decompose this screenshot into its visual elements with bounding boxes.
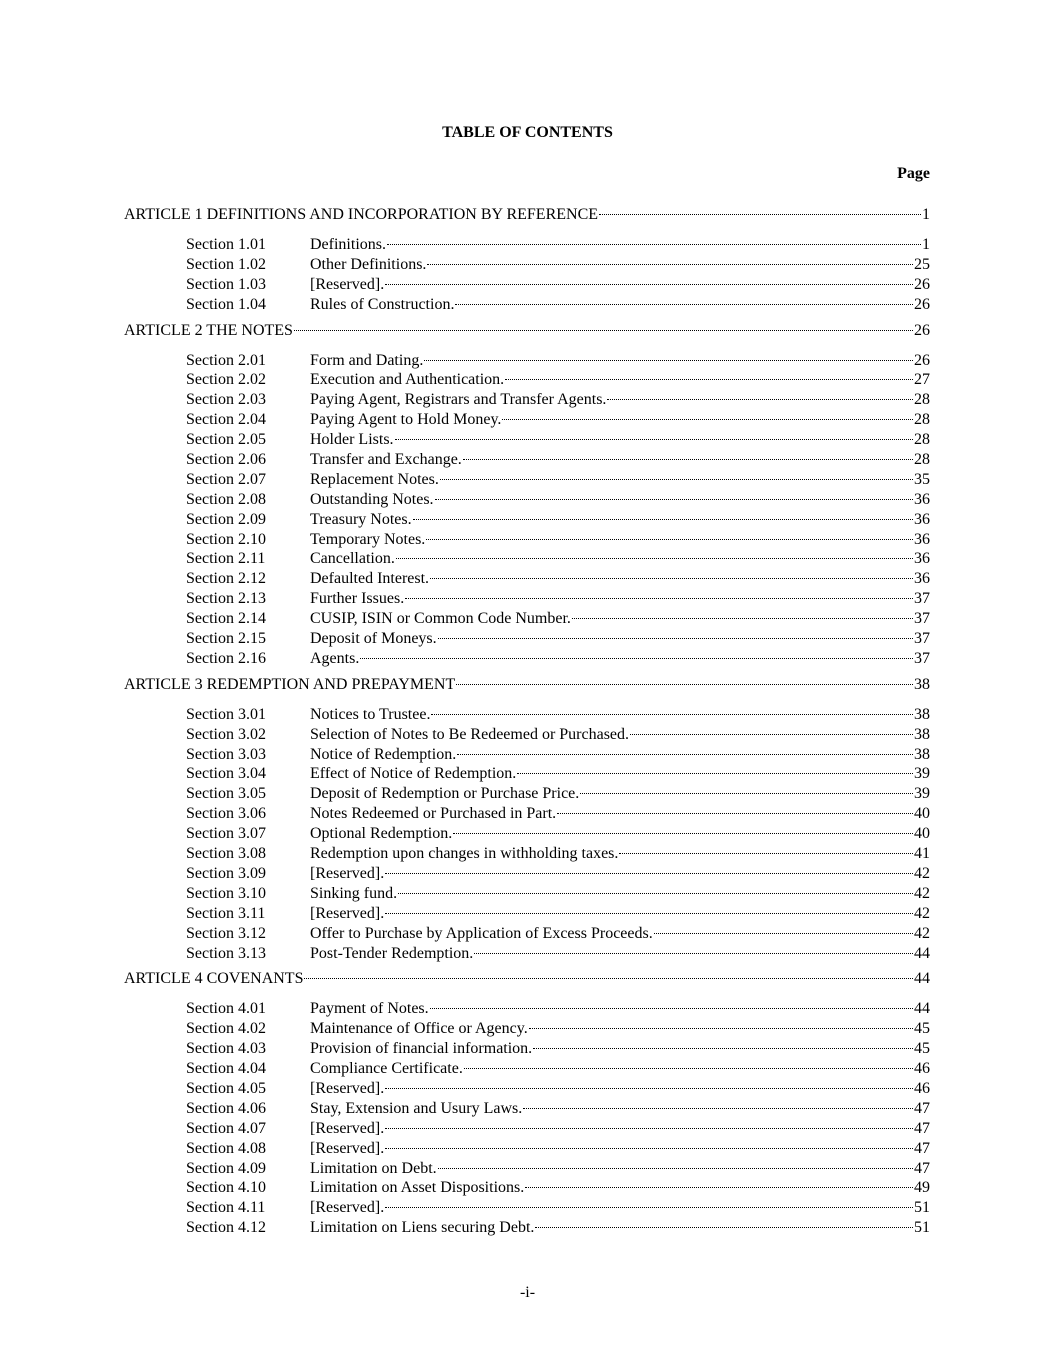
dot-leader	[517, 773, 913, 774]
section-page-number: 37	[914, 590, 930, 608]
dot-leader	[435, 499, 913, 500]
section-page-number: 28	[914, 431, 930, 449]
section-page-number: 28	[914, 391, 930, 409]
section-page-number: 39	[914, 765, 930, 783]
section-title: Holder Lists.	[310, 431, 394, 449]
dot-leader	[557, 813, 913, 814]
toc-section-entry[interactable]	[186, 864, 930, 884]
dot-leader	[505, 379, 913, 380]
dot-leader	[385, 284, 913, 285]
article-label: ARTICLE 3 REDEMPTION AND PREPAYMENT	[124, 675, 456, 693]
section-page-number: 35	[914, 470, 930, 488]
section-number: Section 4.08	[186, 1139, 266, 1157]
section-number: Section 2.15	[186, 630, 266, 648]
toc-section-entry[interactable]	[186, 804, 930, 824]
dot-leader	[438, 638, 913, 639]
section-title: Post-Tender Redemption.	[310, 944, 474, 962]
dot-leader	[535, 1227, 913, 1228]
dot-leader	[525, 1187, 913, 1188]
dot-leader	[453, 833, 913, 834]
section-title: Selection of Notes to Be Redeemed or Purchased.	[310, 725, 630, 743]
toc-section-entry[interactable]	[186, 470, 930, 490]
section-list	[186, 999, 930, 1238]
section-number: Section 2.06	[186, 451, 266, 469]
section-page-number: 47	[914, 1139, 930, 1157]
section-title: Definitions.	[310, 236, 386, 253]
toc-section-entry[interactable]	[186, 884, 930, 904]
section-number: Section 3.13	[186, 944, 266, 962]
toc-section-entry[interactable]	[186, 764, 930, 784]
section-page-number: 26	[914, 295, 930, 313]
section-page-number: 49	[914, 1179, 930, 1197]
section-number: Section 4.03	[186, 1040, 266, 1058]
section-number: Section 3.05	[186, 785, 266, 803]
toc-section-entry[interactable]	[186, 1119, 930, 1139]
toc-section-entry[interactable]	[186, 784, 930, 804]
dot-leader	[457, 754, 913, 755]
toc-section-entry[interactable]	[186, 649, 930, 669]
toc-section-entry[interactable]	[186, 490, 930, 510]
section-page-number: 40	[914, 805, 930, 823]
dot-leader	[385, 913, 913, 914]
section-page-number: 36	[914, 550, 930, 568]
section-number: Section 2.12	[186, 570, 266, 588]
toc-section-entry[interactable]	[186, 725, 930, 745]
toc-section-entry[interactable]	[186, 275, 930, 295]
section-number: Section 4.06	[186, 1099, 266, 1117]
dot-leader	[396, 558, 913, 559]
section-page-number: 41	[914, 845, 930, 863]
toc-section-entry[interactable]	[186, 705, 930, 725]
section-title: Paying Agent, Registrars and Transfer Agents.	[310, 391, 607, 409]
dot-leader	[502, 419, 913, 420]
section-page-number: 38	[914, 705, 930, 723]
section-number: Section 2.08	[186, 490, 266, 508]
section-number: Section 3.03	[186, 745, 266, 763]
dot-leader	[654, 933, 913, 934]
table-of-contents	[124, 205, 930, 1244]
section-page-number: 42	[914, 924, 930, 942]
section-page-number: 46	[914, 1079, 930, 1097]
section-number: Section 4.04	[186, 1060, 266, 1078]
section-page-number: 39	[914, 785, 930, 803]
toc-section-entry[interactable]	[186, 924, 930, 944]
section-title: Temporary Notes.	[310, 530, 426, 548]
section-page-number: 38	[914, 745, 930, 763]
section-number: Section 2.16	[186, 649, 266, 667]
toc-section-entry[interactable]	[186, 609, 930, 629]
section-number: Section 3.01	[186, 705, 266, 723]
toc-section-entry[interactable]	[186, 430, 930, 450]
toc-section-entry[interactable]	[186, 944, 930, 964]
dot-leader	[463, 459, 913, 460]
section-page-number: 37	[914, 630, 930, 648]
section-page-number: 45	[914, 1020, 930, 1038]
section-number: Section 1.01	[186, 236, 266, 253]
dot-leader	[474, 953, 913, 954]
section-title: [Reserved].	[310, 1139, 385, 1157]
section-page-number: 28	[914, 451, 930, 469]
dot-leader	[385, 1148, 913, 1149]
section-number: Section 3.08	[186, 845, 266, 863]
dot-leader	[387, 244, 921, 245]
section-list	[186, 351, 930, 669]
dot-leader	[619, 853, 913, 854]
section-title: Effect of Notice of Redemption.	[310, 765, 517, 783]
dot-leader	[426, 539, 913, 540]
dot-leader	[385, 1088, 913, 1089]
section-number: Section 1.02	[186, 255, 266, 273]
toc-section-entry[interactable]	[186, 1079, 930, 1099]
toc-section-entry[interactable]	[186, 824, 930, 844]
section-title: Execution and Authentication.	[310, 371, 505, 389]
article-label: ARTICLE 4 COVENANTS	[124, 970, 304, 988]
section-number: Section 4.10	[186, 1179, 266, 1197]
toc-section-entry[interactable]	[186, 1198, 930, 1218]
section-title: Defaulted Interest.	[310, 570, 430, 588]
section-number: Section 4.05	[186, 1079, 266, 1097]
section-page-number: 28	[914, 411, 930, 429]
section-title: Cancellation.	[310, 550, 395, 568]
section-number: Section 3.12	[186, 924, 266, 942]
dot-leader	[431, 714, 913, 715]
section-page-number: 46	[914, 1060, 930, 1078]
section-title: Deposit of Moneys.	[310, 630, 437, 648]
section-number: Section 3.07	[186, 825, 266, 843]
section-number: Section 2.09	[186, 510, 266, 528]
section-number: Section 3.06	[186, 805, 266, 823]
section-list	[186, 705, 930, 964]
dot-leader	[630, 734, 913, 735]
toc-section-entry[interactable]	[186, 351, 930, 371]
toc-article-entry[interactable]	[124, 969, 930, 989]
dot-leader	[360, 658, 913, 659]
section-title: Offer to Purchase by Application of Excess Proceeds.	[310, 924, 653, 942]
section-title: Redemption upon changes in withholding taxes.	[310, 845, 619, 863]
section-title: Sinking fund.	[310, 884, 398, 902]
section-title: Limitation on Asset Dispositions.	[310, 1179, 525, 1197]
section-title: Replacement Notes.	[310, 470, 439, 488]
section-number: Section 2.02	[186, 371, 266, 389]
toc-title: TABLE OF CONTENTS	[442, 124, 613, 141]
toc-section-entry[interactable]	[186, 1099, 930, 1119]
toc-section-entry[interactable]	[186, 904, 930, 924]
section-title: Provision of financial information.	[310, 1040, 533, 1058]
section-title: Compliance Certificate.	[310, 1060, 463, 1078]
section-number: Section 4.11	[186, 1199, 266, 1217]
section-page-number: 47	[914, 1099, 930, 1117]
toc-section-entry[interactable]	[186, 629, 930, 649]
section-title: Optional Redemption.	[310, 825, 453, 843]
page-column-label: Page	[897, 165, 930, 182]
toc-section-entry[interactable]	[186, 1019, 930, 1039]
dot-leader	[440, 479, 913, 480]
section-title: Transfer and Exchange.	[310, 451, 462, 469]
dot-leader	[607, 399, 913, 400]
section-page-number: 36	[914, 490, 930, 508]
section-title: [Reserved].	[310, 275, 385, 293]
dot-leader	[580, 793, 913, 794]
section-number: Section 1.04	[186, 295, 266, 313]
section-title: Rules of Construction.	[310, 295, 455, 313]
section-title: Outstanding Notes.	[310, 490, 434, 508]
section-title: [Reserved].	[310, 1119, 385, 1137]
toc-section-entry[interactable]	[186, 450, 930, 470]
dot-leader	[424, 360, 913, 361]
toc-article-entry[interactable]	[124, 205, 930, 225]
dot-leader	[438, 1168, 913, 1169]
section-number: Section 2.13	[186, 590, 266, 608]
toc-section-entry[interactable]	[186, 1178, 930, 1198]
section-page-number: 25	[914, 255, 930, 273]
toc-section-entry[interactable]	[186, 1039, 930, 1059]
toc-section-entry[interactable]	[186, 530, 930, 550]
section-number: Section 4.12	[186, 1219, 266, 1237]
dot-leader	[385, 873, 913, 874]
section-title: Deposit of Redemption or Purchase Price.	[310, 785, 580, 803]
toc-article-entry[interactable]	[124, 321, 930, 341]
section-page-number: 42	[914, 884, 930, 902]
dot-leader	[385, 1128, 913, 1129]
section-page-number: 47	[914, 1159, 930, 1177]
dot-leader	[427, 264, 913, 265]
dot-leader	[599, 214, 921, 215]
section-page-number: 37	[914, 610, 930, 628]
section-number: Section 2.01	[186, 351, 266, 369]
dot-leader	[456, 684, 913, 685]
section-page-number: 44	[914, 1000, 930, 1018]
toc-section-entry[interactable]	[186, 410, 930, 430]
article-page-number: 38	[914, 675, 930, 693]
section-list	[186, 235, 930, 315]
section-page-number: 1	[922, 236, 930, 253]
section-title: Other Definitions.	[310, 255, 427, 273]
section-title: Stay, Extension and Usury Laws.	[310, 1099, 523, 1117]
toc-section-entry[interactable]	[186, 370, 930, 390]
dot-leader	[304, 978, 913, 979]
dot-leader	[523, 1108, 913, 1109]
section-title: CUSIP, ISIN or Common Code Number.	[310, 610, 571, 628]
section-number: Section 2.03	[186, 391, 266, 409]
dot-leader	[572, 618, 913, 619]
section-title: [Reserved].	[310, 1199, 385, 1217]
toc-section-entry[interactable]	[186, 390, 930, 410]
article-label: ARTICLE 1 DEFINITIONS AND INCORPORATION BY REFERENCE	[124, 206, 599, 223]
dot-leader	[413, 519, 913, 520]
section-title: Payment of Notes.	[310, 1000, 429, 1018]
section-title: Paying Agent to Hold Money.	[310, 411, 502, 429]
section-title: [Reserved].	[310, 904, 385, 922]
section-page-number: 40	[914, 825, 930, 843]
toc-section-entry[interactable]	[186, 745, 930, 765]
section-page-number: 36	[914, 530, 930, 548]
section-page-number: 26	[914, 351, 930, 369]
dot-leader	[430, 1008, 913, 1009]
section-number: Section 3.10	[186, 884, 266, 902]
section-page-number: 51	[914, 1219, 930, 1237]
section-number: Section 2.11	[186, 550, 266, 568]
section-number: Section 2.05	[186, 431, 266, 449]
section-page-number: 47	[914, 1119, 930, 1137]
dot-leader	[464, 1068, 913, 1069]
section-number: Section 2.04	[186, 411, 266, 429]
section-number: Section 3.02	[186, 725, 266, 743]
toc-section-entry[interactable]	[186, 510, 930, 530]
section-title: Notices to Trustee.	[310, 705, 431, 723]
section-page-number: 27	[914, 371, 930, 389]
toc-section-entry[interactable]	[186, 1059, 930, 1079]
toc-section-entry[interactable]	[186, 1218, 930, 1238]
section-number: Section 4.01	[186, 1000, 266, 1018]
section-page-number: 51	[914, 1199, 930, 1217]
section-title: Further Issues.	[310, 590, 405, 608]
toc-section-entry[interactable]	[186, 1139, 930, 1159]
dot-leader	[398, 893, 913, 894]
section-title: Form and Dating.	[310, 351, 424, 369]
section-page-number: 36	[914, 510, 930, 528]
article-page-number: 1	[922, 206, 930, 223]
toc-section-entry[interactable]	[186, 549, 930, 569]
section-number: Section 4.02	[186, 1020, 266, 1038]
toc-article-entry[interactable]	[124, 675, 930, 695]
section-number: Section 2.10	[186, 530, 266, 548]
section-number: Section 1.03	[186, 275, 266, 293]
dot-leader	[385, 1207, 913, 1208]
section-number: Section 4.07	[186, 1119, 266, 1137]
section-number: Section 3.09	[186, 864, 266, 882]
dot-leader	[395, 439, 913, 440]
section-title: Agents.	[310, 649, 360, 667]
section-title: [Reserved].	[310, 1079, 385, 1097]
toc-section-entry[interactable]	[186, 235, 930, 255]
dot-leader	[294, 330, 913, 331]
section-page-number: 37	[914, 649, 930, 667]
toc-section-entry[interactable]	[186, 569, 930, 589]
section-number: Section 3.04	[186, 765, 266, 783]
section-title: [Reserved].	[310, 864, 385, 882]
section-title: Treasury Notes.	[310, 510, 412, 528]
article-page-number: 26	[914, 321, 930, 339]
toc-section-entry[interactable]	[186, 295, 930, 315]
toc-section-entry[interactable]	[186, 1159, 930, 1179]
section-number: Section 3.11	[186, 904, 266, 922]
dot-leader	[430, 578, 913, 579]
article-label: ARTICLE 2 THE NOTES	[124, 321, 293, 339]
section-title: Limitation on Debt.	[310, 1159, 437, 1177]
page-number-footer: -i-	[519, 1284, 536, 1301]
section-page-number: 45	[914, 1040, 930, 1058]
section-title: Notes Redeemed or Purchased in Part.	[310, 805, 557, 823]
toc-section-entry[interactable]	[186, 255, 930, 275]
section-page-number: 38	[914, 725, 930, 743]
toc-section-entry[interactable]	[186, 999, 930, 1019]
section-page-number: 36	[914, 570, 930, 588]
dot-leader	[405, 598, 913, 599]
article-page-number: 44	[914, 970, 930, 988]
section-page-number: 44	[914, 944, 930, 962]
section-page-number: 26	[914, 275, 930, 293]
toc-section-entry[interactable]	[186, 589, 930, 609]
toc-section-entry[interactable]	[186, 844, 930, 864]
dot-leader	[533, 1048, 913, 1049]
section-page-number: 42	[914, 864, 930, 882]
section-number: Section 4.09	[186, 1159, 266, 1177]
dot-leader	[529, 1028, 913, 1029]
section-title: Limitation on Liens securing Debt.	[310, 1219, 535, 1237]
section-number: Section 2.14	[186, 610, 266, 628]
section-number: Section 2.07	[186, 470, 266, 488]
section-title: Notice of Redemption.	[310, 745, 457, 763]
section-page-number: 42	[914, 904, 930, 922]
dot-leader	[455, 304, 913, 305]
section-title: Maintenance of Office or Agency.	[310, 1020, 528, 1038]
